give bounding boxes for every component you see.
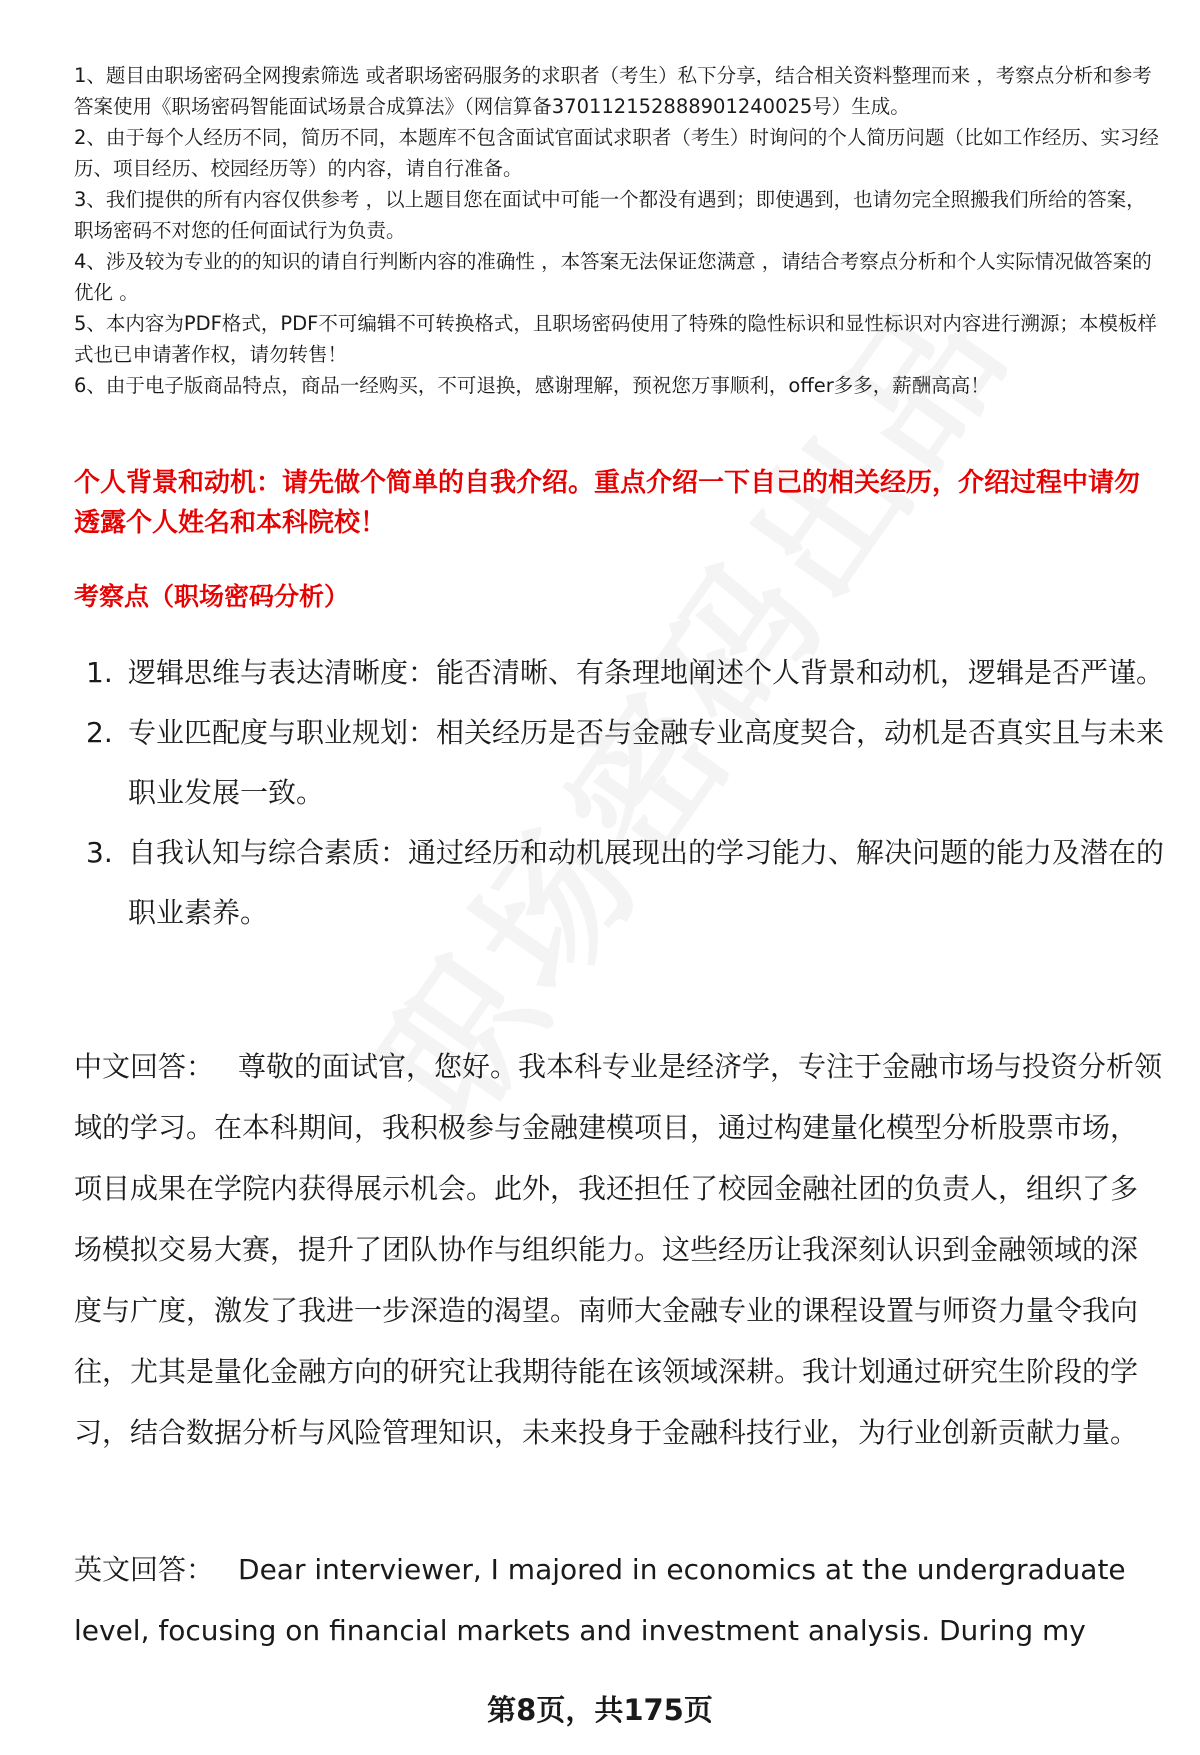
- chinese-answer: [74, 1036, 1164, 1463]
- point-number: 2.: [86, 716, 113, 749]
- english-answer-label: 英文回答：: [74, 1553, 215, 1586]
- point-number: 3.: [86, 836, 113, 869]
- note-item: 1、题目由职场密码全网搜索筛选 或者职场密码服务的求职者（考生）私下分享，结合相关资料整理而来 ，考察点分析和参考答案使用《职场密码智能面试场景合成算法》（网信算备370112152888901240025号）生成。: [74, 64, 1152, 118]
- page-number: 第8页，共175页: [487, 1693, 713, 1727]
- point-text: 自我认知与综合素质：通过经历和动机展现出的学习能力、解决问题的能力及潜在的职业素养。: [128, 836, 1165, 929]
- list-item: [74, 823, 1164, 943]
- question-heading: 个人背景和动机：请先做个简单的自我介绍。重点介绍一下自己的相关经历，介绍过程中请勿透露个人姓名和本科院校！: [74, 468, 1141, 538]
- point-number: 1.: [86, 656, 113, 689]
- disclaimer-notes: [74, 60, 1164, 401]
- english-answer: [74, 1539, 1164, 1661]
- note-item: 3、我们提供的所有内容仅供参考 ，以上题目您在面试中可能一个都没有遇到；即使遇到，也请勿完全照搬我们所给的答案，职场密码不对您的任何面试行为负责。: [74, 188, 1146, 242]
- chinese-answer-label: 中文回答：: [74, 1050, 215, 1083]
- note-item: 4、涉及较为专业的的知识的请自行判断内容的准确性 ，本答案无法保证您满意 ，请结合考察点分析和个人实际情况做答案的优化 。: [74, 250, 1152, 304]
- point-text: 专业匹配度与职业规划：相关经历是否与金融专业高度契合，动机是否真实且与未来职业发展一致。: [128, 716, 1165, 809]
- note-item: 5、本内容为PDF格式，PDF不可编辑不可转换格式，且职场密码使用了特殊的隐性标识和显性标识对内容进行溯源；本模板样式也已申请著作权，请勿转售！: [74, 312, 1157, 366]
- point-text: 逻辑思维与表达清晰度：能否清晰、有条理地阐述个人背景和动机，逻辑是否严谨。: [128, 656, 1165, 689]
- list-item: [74, 643, 1164, 703]
- list-item: [74, 703, 1164, 823]
- english-answer-text: Dear interviewer, I majored in economics at the undergraduate level, focusing on financial markets and investment analysis. During my: [74, 1553, 1126, 1647]
- analysis-heading: 考察点（职场密码分析）: [74, 582, 350, 611]
- note-item: 2、由于每个人经历不同，简历不同，本题库不包含面试官面试求职者（考生）时询问的个人简历问题（比如工作经历、实习经历、项目经历、校园经历等）的内容，请自行准备。: [74, 126, 1159, 180]
- analysis-points: [74, 643, 1164, 943]
- chinese-answer-text: 尊敬的面试官，您好。我本科专业是经济学，专注于金融市场与投资分析领域的学习。在本科期间，我积极参与金融建模项目，通过构建量化模型分析股票市场，项目成果在学院内获得展示机会。此外，我还担任了校园金融社团的负责人，组织了多场模拟交易大赛，提升了团队协作与组织能力。这些经历让我深刻认识到金融领域的深度与广度，激发了我进一步深造的渴望。南师大金融专业的课程设置与师资力量令我向往，尤其是量化金融方向的研究让我期待能在该领域深耕。我计划通过研究生阶段的学习，结合数据分析与风险管理知识，未来投身于金融科技行业，为行业创新贡献力量。: [74, 1050, 1163, 1449]
- note-item: 6、由于电子版商品特点，商品一经购买，不可退换，感谢理解，预祝您万事顺利，offer多多，薪酬高高！: [74, 374, 990, 397]
